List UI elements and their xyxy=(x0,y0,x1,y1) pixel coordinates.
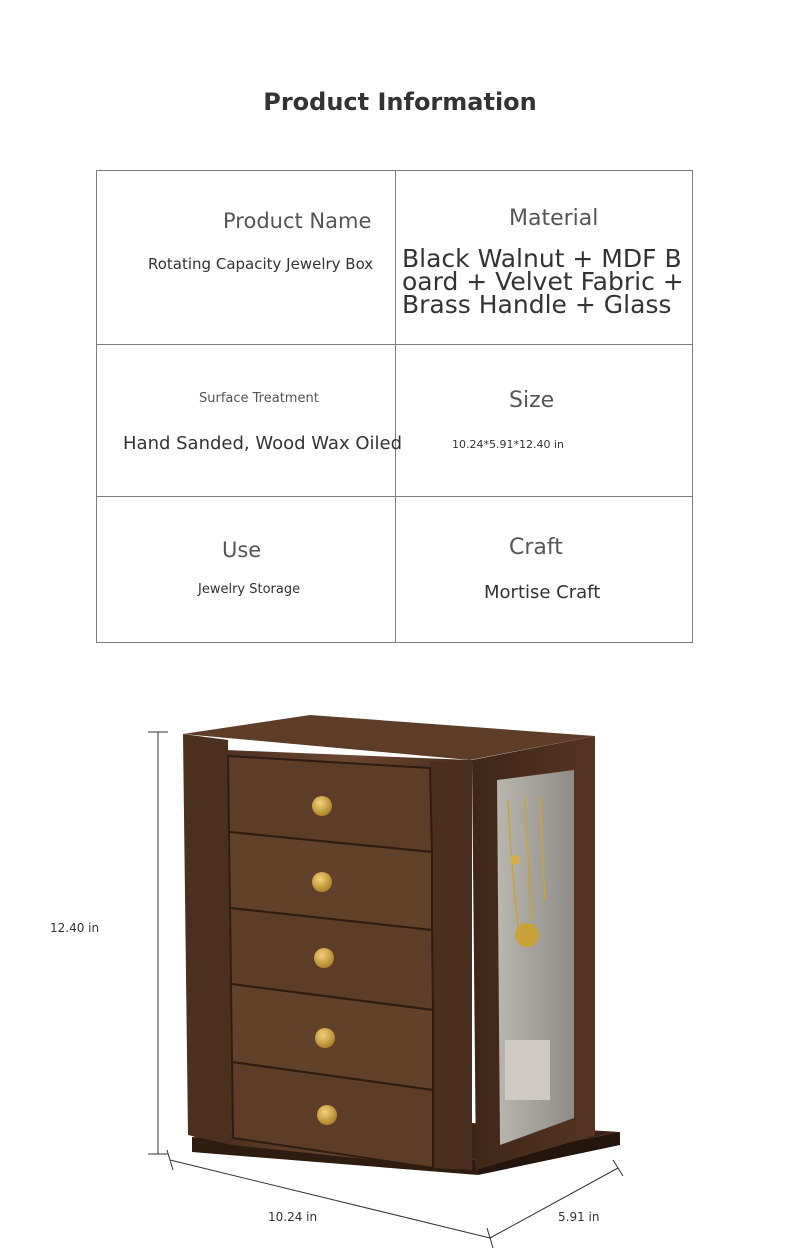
depth-dimension-label: 5.91 in xyxy=(558,1210,600,1224)
use-value: Jewelry Storage xyxy=(198,582,301,597)
size-value: 10.24*5.91*12.40 in xyxy=(452,438,564,451)
column-divider xyxy=(395,171,396,642)
surface-treatment-label: Surface Treatment xyxy=(199,391,319,406)
use-label: Use xyxy=(222,538,262,562)
surface-treatment-value: Hand Sanded, Wood Wax Oiled xyxy=(123,433,402,454)
craft-label: Craft xyxy=(509,535,563,560)
product-name-label: Product Name xyxy=(223,209,372,233)
jewelry-box-illustration xyxy=(0,690,790,1252)
depth-dimension-line xyxy=(490,1160,623,1238)
page-title: Product Information xyxy=(263,88,537,116)
product-name-value: Rotating Capacity Jewelry Box xyxy=(148,255,374,273)
product-info-table xyxy=(96,170,693,643)
height-dimension-label: 12.40 in xyxy=(50,921,100,935)
product-photo xyxy=(0,690,790,1252)
size-label: Size xyxy=(509,388,555,413)
material-label: Material xyxy=(509,206,599,231)
height-dimension-line xyxy=(148,732,168,1154)
craft-value: Mortise Craft xyxy=(484,582,601,603)
material-value: Black Walnut + MDF Board + Velvet Fabric + Brass Handle + Glass xyxy=(402,244,684,319)
width-dimension-label: 10.24 in xyxy=(268,1210,318,1224)
